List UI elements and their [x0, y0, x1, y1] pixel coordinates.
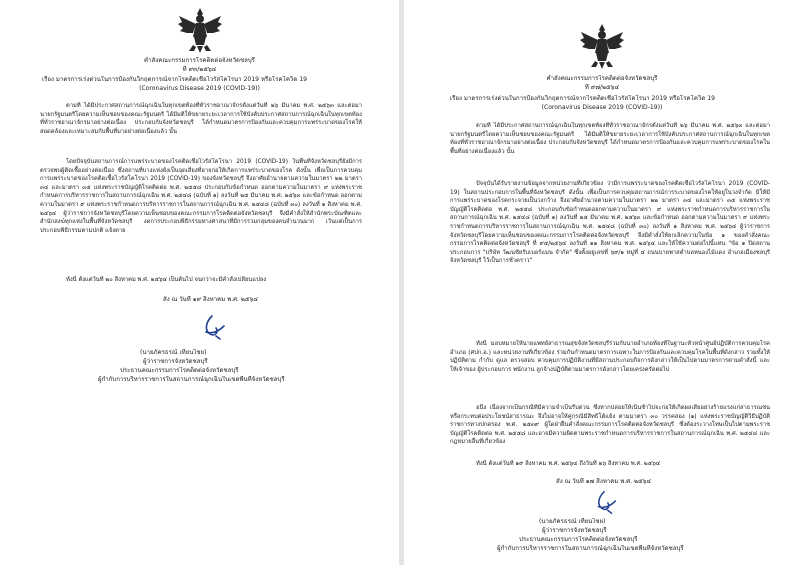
- order-title: คำสั่งคณะกรรมการโรคติดต่อจังหวัดชลบุรี: [144, 57, 255, 64]
- paragraph-background: ตามที่ ได้มีประกาศสถานการณ์ฉุกเฉินในทุกเขตท้องที่ทั่วราชอาณาจักรตั้งแต่วันที่ ๒๖ มีนาคม พ.ศ. ๒๕๖๓ และต่อมานายกรัฐมนตรีโดยความเห็นชอบของคณะรัฐมนตรี ได้มีมติให้ขยายระยะเวลาการใช้บังคับประกาศสถานการณ์ฉุกเฉินในทุกเขตท้องที่ทั่วราชอาณาจักรมาอย่างต่อเนื่อง ประกอบกับจังหวัดชลบุรี ได้กำหนดมาตรการป้องกันและควบคุมการแพร่ระบาดของโรคให้สอดคล้องและเหมาะสมกับพื้นที่มาอย่างต่อเนื่องแล้ว นั้น: [40, 103, 362, 135]
- signer-title: ประธานคณะกรรมการโรคติดต่อจังหวัดชลบุรี: [519, 536, 638, 543]
- signer-title: ผู้กำกับการบริหารราชการในสถานการณ์ฉุกเฉินในเขตพื้นที่จังหวัดชลบุรี: [497, 545, 684, 552]
- garuda-emblem-icon: [177, 6, 223, 54]
- subject-line: เรื่อง มาตรการเร่งด่วนในการป้องกันวิกฤตการณ์จากโรคติดเชื้อไวรัสโคโรนา 2019 หรือโรคโควิด 19: [42, 76, 307, 83]
- order-number: ที่ ๙๓/๒๕๖๔: [182, 66, 217, 73]
- paragraph-background: ตามที่ ได้มีประกาศสถานการณ์ฉุกเฉินในทุกเขตท้องที่ทั่วราชอาณาจักรตั้งแต่วันที่ ๒๖ มีนาคม พ.ศ. ๒๕๖๓ และต่อมานายกรัฐมนตรีโดยความเห็นชอบของคณะรัฐมนตรี ได้มีมติให้ขยายระยะเวลาการใช้บังคับประกาศสถานการณ์ฉุกเฉินในทุกเขตท้องที่ทั่วราชอาณาจักรมาอย่างต่อเนื่อง ประกอบกับจังหวัดชลบุรี ได้กำหนดมาตรการป้องกันและควบคุมการแพร่ระบาดของโรคในพื้นที่อย่างต่อเนื่องแล้ว นั้น: [450, 123, 770, 155]
- subject-line: เรื่อง มาตรการเร่งด่วนในการป้องกันวิกฤตการณ์จากโรคติดเชื้อไวรัสโคโรนา 2019 หรือโรคโควิด 19: [450, 95, 715, 102]
- document-page-right: [404, 0, 800, 565]
- handwritten-signature: [198, 312, 228, 342]
- order-number: ที่ ๙๗/๒๕๖๔: [584, 84, 620, 91]
- effective-period: ทั้งนี้ ตั้งแต่วันที่ ๑๙ สิงหาคม พ.ศ. ๒๕๖๔ ถึงวันที่ ๒๖ สิงหาคม พ.ศ. ๒๕๖๔: [476, 461, 661, 467]
- handwritten-signature: [590, 488, 620, 516]
- paragraph-order: ปัจจุบันได้รับรายงานข้อมูลจากหน่วยงานที่เกี่ยวข้อง ว่ามีการแพร่ระบาดของโรคติดเชื้อไวรัสโคโรนา 2019 (COVID-19) ในสถานประกอบการในพื้นที่จังหวัดชลบุรี ดังนั้น เพื่อเป็นการควบคุมสถานการณ์การระบาดของโรคให้อยู่ในวงจำกัด มิให้มีการแพร่ระบาดของโรคกระจายเป็นวงกว้าง จึงอาศัยอำนาจตามความในมาตรา ๒๒ มาตรา ๓๔ และมาตรา ๓๕ แห่งพระราชบัญญัติโรคติดต่อ พ.ศ. ๒๕๕๘ ประกอบกับข้อกำหนดออกตามความในมาตรา ๙ แห่งพระราชกำหนดการบริหารราชการในสถานการณ์ฉุกเฉิน พ.ศ. ๒๕๔๘ (ฉบับที่ ๑) ลงวันที่ ๒๕ มีนาคม พ.ศ. ๒๕๖๓ และข้อกำหนด ออกตามความในมาตรา ๙ แห่งพระราชกำหนดการบริหารราชการในสถานการณ์ฉุกเฉิน พ.ศ. ๒๕๔๘ (ฉบับที่ ๓๐) ลงวันที่ ๑ สิงหาคม พ.ศ. ๒๕๖๔ ผู้ว่าราชการจังหวัดชลบุรีโดยความเห็นชอบของคณะกรรมการโรคติดต่อจังหวัดชลบุรี จึงมีคำสั่งให้ยกเลิกความในข้อ ๑ ของคำสั่งคณะกรรมการโรคติดต่อจังหวัดชลบุรี ที่ ๙๕/๒๕๖๔ ลงวันที่ ๑๑ สิงหาคม พ.ศ. ๒๕๖๔ และให้ใช้ความต่อไปนี้แทน "ข้อ ๑ ปิดสถานประกอบการ "บริษัท วัฒนชัยรับเบอร์แมน จำกัด" ซึ่งตั้งอยู่เลขที่ ๖๙/๑ หมู่ที่ ๔ ถนนบายพาสตำบลหนองไม้แดง อำเภอเมืองชลบุรี จังหวัดชลบุรี ไว้เป็นการชั่วคราว": [450, 181, 770, 265]
- signer-title: ผู้กำกับการบริหารราชการในสถานการณ์ฉุกเฉินในเขตพื้นที่จังหวัดชลบุรี: [98, 376, 285, 383]
- order-title: คำสั่งคณะกรรมการโรคติดต่อจังหวัดชลบุรี: [546, 75, 658, 82]
- effective-period: ทั้งนี้ ตั้งแต่วันที่ ๒๐ สิงหาคม พ.ศ. ๒๕๖๔ เป็นต้นไป จนกว่าจะมีคำสั่งเปลี่ยนแปลง: [66, 277, 267, 283]
- paragraph-order: โดยปัจจุบันสถานการณ์การแพร่ระบาดของโรคติดเชื้อไวรัสโคโรนา 2019 (COVID-19) ในพื้นที่จังหวัดชลบุรียังมีการตรวจพบผู้ติดเชื้ออย่างต่อเนื่อง ซึ่งสถานที่บางแห่งยังเป็นจุดเสี่ยงที่อาจก่อให้เกิดการแพร่ระบาดของโรค ดังนั้น เพื่อเป็นการควบคุมการแพร่ระบาดของโรคติดเชื้อไวรัสโคโรนา 2019 (COVID-19) ของจังหวัดชลบุรี จึงอาศัยอำนาจตามความในมาตรา ๒๒ มาตรา ๓๔ และมาตรา ๓๕ แห่งพระราชบัญญัติโรคติดต่อ พ.ศ. ๒๕๕๘ ประกอบกับข้อกำหนด ออกตามความในมาตรา ๙ แห่งพระราชกำหนดการบริหารราชการในสถานการณ์ฉุกเฉิน พ.ศ. ๒๕๔๘ (ฉบับที่ ๑) ลงวันที่ ๒๕ มีนาคม พ.ศ. ๒๕๖๓ และข้อกำหนด ออกตามความในมาตรา ๙ แห่งพระราชกำหนดการบริหารราชการในสถานการณ์ฉุกเฉิน พ.ศ. ๒๕๔๘ (ฉบับที่ ๓๐) ลงวันที่ ๑ สิงหาคม พ.ศ. ๒๕๖๔ ผู้ว่าราชการจังหวัดชลบุรีโดยความเห็นชอบของคณะกรรมการโรคติดต่อจังหวัดชลบุรี จึงมีคำสั่งให้สำนักพระบัณฑิตและสำนักสงฆ์ทุกแห่งในพื้นที่จังหวัดชลบุรี งดการประกอบพิธีกรรมทางศาสนาที่มีการรวมกลุ่มของคนจำนวนมาก เว้นแต่เป็นการประกอบพิธีกรรมตามปกติ แจ้งตาย: [40, 159, 362, 234]
- paragraph-assignment: ทั้งนี้ มอบหมายให้นายแพทย์สาธารณสุขจังหวัดชลบุรีร่วมกับนายอำเภอท้องที่ในฐานะหัวหน้าศูนย์ปฏิบัติการควบคุมโรคอำเภอ (ศปก.อ.) และหน่วยงานที่เกี่ยวข้อง ร่วมกันกำหนดมาตรการเฉพาะในการป้องกันและควบคุมโรคในพื้นที่ดังกล่าว รวมทั้งให้ปฏิบัติตาม กำกับ ดูแล ตรวจสอบ ควบคุมการปฏิบัติงานที่มีสถานประกอบกิจการดังกล่าวให้เป็นไปตามมาตรการตามคำสั่งนี้ และให้เจ้าของ ผู้ประกอบการ พนักงาน ลูกจ้างปฏิบัติตามมาตรการดังกล่าวโดยเคร่งครัดต่อไป: [450, 341, 770, 373]
- order-date: สั่ง ณ วันที่ ๑๗ สิงหาคม พ.ศ. ๒๕๖๔: [556, 478, 652, 485]
- signer-title: ประธานคณะกรรมการโรคติดต่อจังหวัดชลบุรี: [120, 367, 239, 374]
- signer-name: (นายภัครธรณ์ เทียนไชย): [140, 349, 207, 356]
- paragraph-penalty: อนึ่ง เนื่องจากเป็นกรณีที่มีความจำเป็นรีบด่วน ซึ่งหากปล่อยให้เนิ่นช้าไปจะก่อให้เกิดผลเสียอย่างร้ายแรงแก่สาธารณชนหรือกระทบต่อประโยชน์สาธารณะ จึงไม่อาจให้คู่กรณีมีสิทธิโต้แย้ง ตามมาตรา ๓๐ วรรคสอง (๑) แห่งพระราชบัญญัติวิธีปฏิบัติราชการทางปกครอง พ.ศ. ๒๕๓๙ ผู้ใดฝ่าฝืนคำสั่งคณะกรรมการโรคติดต่อจังหวัดชลบุรี ซึ่งต้องระวางโทษเป็นไปตามพระราชบัญญัติโรคติดต่อ พ.ศ. ๒๕๕๘ และอาจมีความผิดตามพระราชกำหนดการบริหารราชการในสถานการณ์ฉุกเฉิน พ.ศ. ๒๕๔๘ และกฎหมายอื่นที่เกี่ยวข้อง: [450, 405, 770, 446]
- document-page-left: [0, 0, 399, 565]
- garuda-emblem-icon: [579, 22, 625, 70]
- signer-title: ผู้ว่าราชการจังหวัดชลบุรี: [143, 358, 208, 365]
- subject-line-english: (Coronavirus Disease 2019 (COVID-19)): [139, 85, 260, 92]
- subject-line-english: (Coronavirus Disease 2019 (COVID-19)): [541, 104, 663, 111]
- order-date: สั่ง ณ วันที่ ๑๙ สิงหาคม พ.ศ. ๒๕๖๔: [163, 296, 259, 303]
- signer-name: (นายภัครธรณ์ เทียนไชย): [539, 518, 606, 525]
- signer-title: ผู้ว่าราชการจังหวัดชลบุรี: [542, 527, 607, 534]
